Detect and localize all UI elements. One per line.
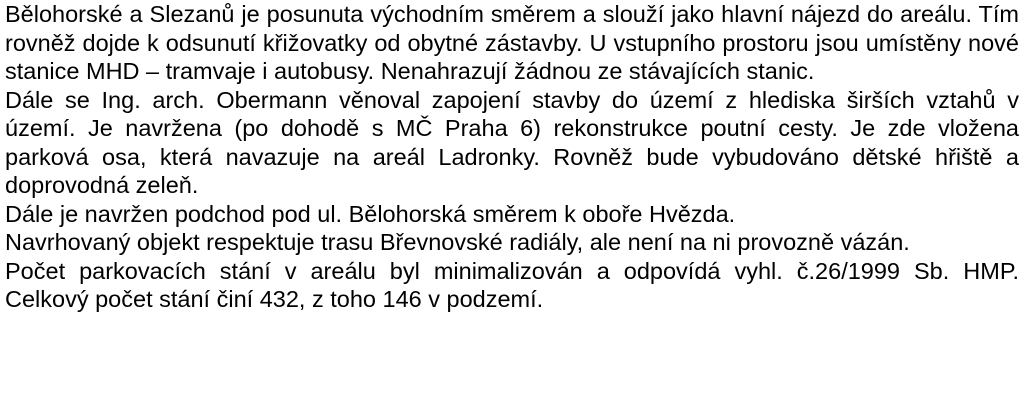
paragraph-underpass: Dále je navržen podchod pod ul. Bělohorská směrem k oboře Hvězda. [5,200,736,227]
document-body [5,0,1019,314]
paragraph-context: Dále se Ing. arch. Obermann věnoval zapojení stavby do území z hlediska širších vztahů v území. Je navržena (po dohodě s MČ Praha 6) rekonstrukce poutní cesty. Je zde vložena parková osa, která navazuje na areál Ladronky. Rovněž bude vybudováno dětské hřiště a doprovodná zeleň. [5,86,1019,198]
paragraph-entrance: Bělohorské a Slezanů je posunuta východním směrem a slouží jako hlavní nájezd do areálu. Tím rovněž dojde k odsunutí křižovatky od obytné zástavby. U vstupního prostoru jsou umístěny nové stanice MHD – tramvaje i autobusy. Nenahrazují žádnou ze stávajících stanic. [5,1,1019,84]
paragraph-parking: Počet parkovacích stání v areálu byl minimalizován a odpovídá vyhl. č.26/1999 Sb. HMP. Celkový počet stání činí 432, z toho 146 v podzemí. [5,257,1019,312]
paragraph-radial: Navrhovaný objekt respektuje trasu Břevnovské radiály, ale není na ni provozně vázán. [5,229,910,255]
